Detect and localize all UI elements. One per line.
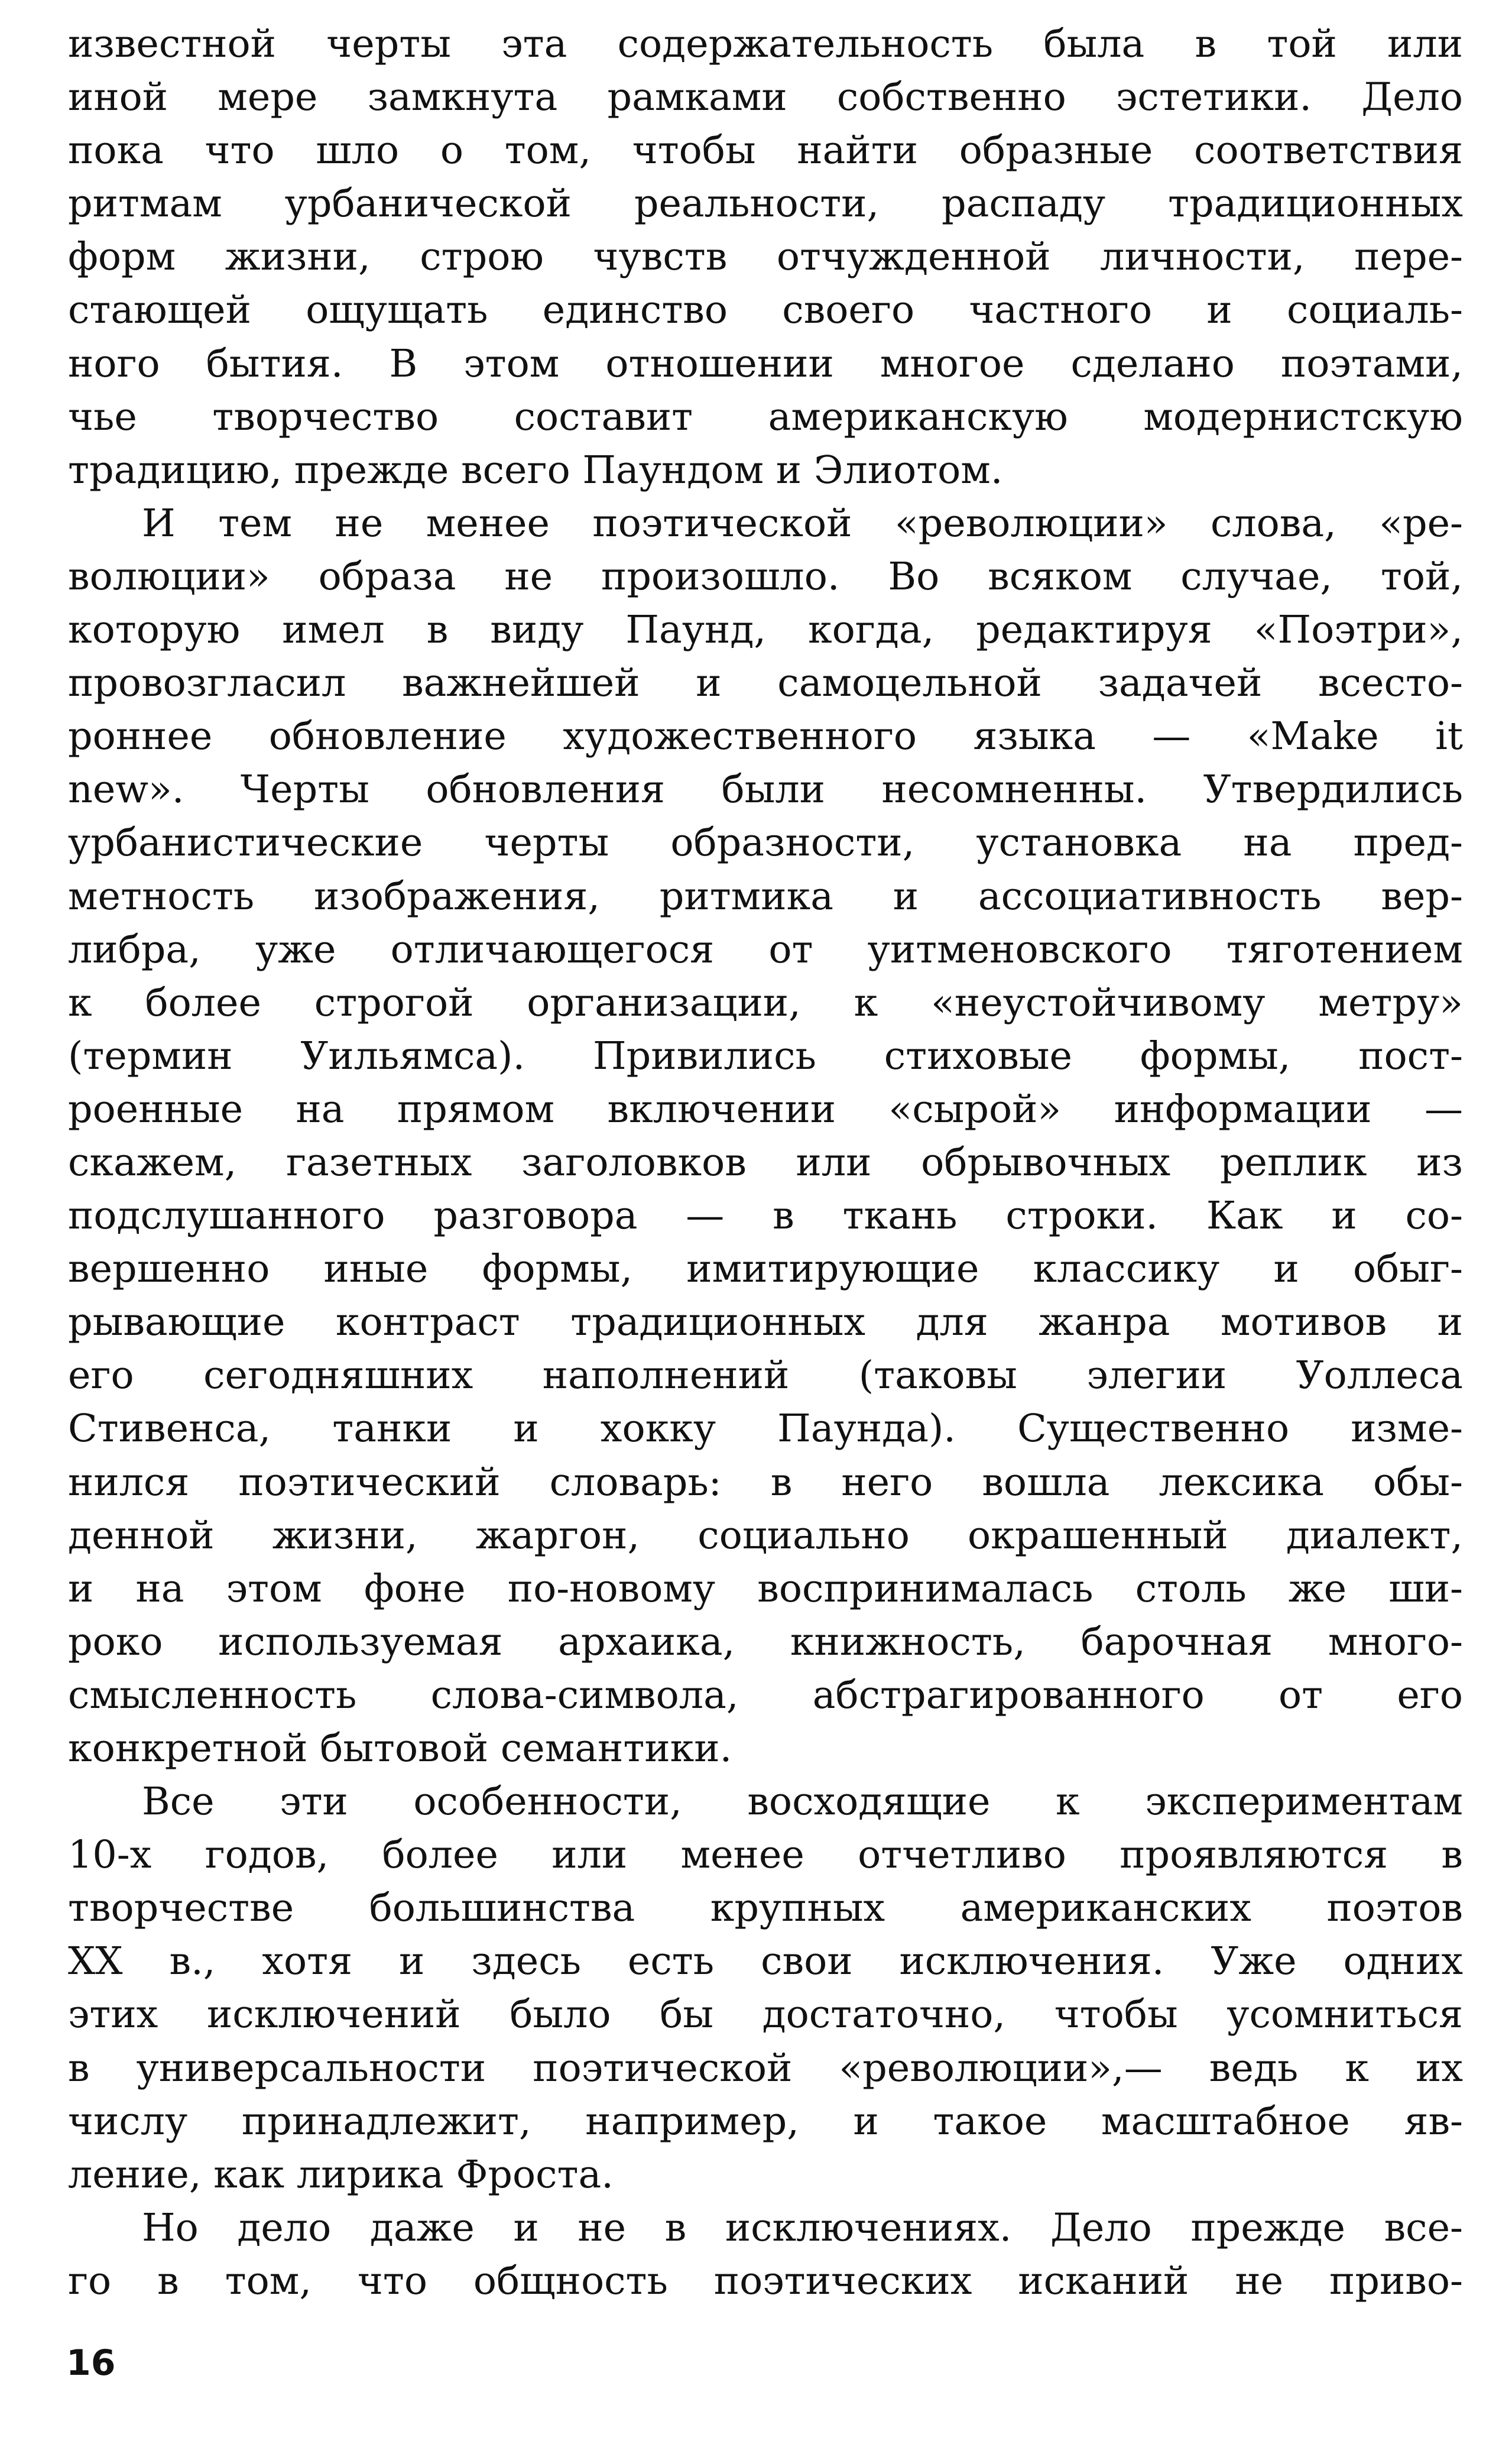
text-line: денной жизни, жаргон, социально окрашенный диалект, [68, 1513, 1463, 1558]
text-line: числу принадлежит, например, и такое масштабное яв- [68, 2099, 1463, 2144]
paragraph [68, 2202, 1463, 2308]
text-line: иной мере замкнута рамками собственно эстетики. Дело [68, 75, 1463, 120]
text-line: нился поэтический словарь: в него вошла лексика обы- [68, 1460, 1463, 1505]
text-line: Все эти особенности, восходящие к экспериментам [142, 1779, 1463, 1824]
text-line: ритмам урбанической реальности, распаду традиционных [68, 181, 1463, 226]
text-line: 10-х годов, более или менее отчетливо проявляются в [68, 1833, 1463, 1878]
paragraph [68, 1775, 1463, 2202]
text-line: метность изображения, ритмика и ассоциативность вер- [68, 874, 1463, 919]
text-line: смысленность слова-символа, абстрагированного от его [68, 1672, 1463, 1717]
paragraph [68, 497, 1463, 1775]
text-line: и на этом фоне по-новому воспринималась столь же ши- [68, 1566, 1463, 1611]
text-line: конкретной бытовой семантики. [68, 1726, 732, 1771]
text-line: подслушанного разговора — в ткань строки. Как и со- [68, 1194, 1463, 1239]
text-line: рывающие контраст традиционных для жанра мотивов и [68, 1300, 1463, 1345]
text-line: либра, уже отличающегося от уитменовского тяготением [68, 927, 1463, 972]
text-line: которую имел в виду Паунд, когда, редактируя «Поэтри», [68, 608, 1463, 653]
text-line: урбанистические черты образности, установка на пред- [68, 821, 1463, 866]
text-line: к более строгой организации, к «неустойчивому метру» [68, 980, 1463, 1025]
text-line: new». Черты обновления были несомненны. Утвердились [68, 767, 1463, 812]
text-line: И тем не менее поэтической «революции» слова, «ре- [142, 501, 1463, 546]
text-line: известной черты эта содержательность была в той или [68, 22, 1463, 66]
text-line: ного бытия. В этом отношении многое сделано поэтами, [68, 341, 1463, 386]
text-line: чье творчество составит американскую модернистскую [68, 394, 1463, 439]
text-line: (термин Уильямса). Привились стиховые формы, пост- [68, 1033, 1463, 1078]
text-line: XX в., хотя и здесь есть свои исключения. Уже одних [68, 1939, 1463, 1984]
text-line: провозгласил важнейшей и самоцельной задачей всесто- [68, 661, 1463, 706]
text-line: в универсальности поэтической «революции»,— ведь к их [68, 2046, 1463, 2090]
text-line: вершенно иные формы, имитирующие классику и обыг- [68, 1247, 1463, 1292]
text-line: роннее обновление художественного языка — «Make it [68, 714, 1463, 759]
text-line: творчестве большинства крупных американских поэтов [68, 1886, 1463, 1931]
text-line: пока что шло о том, чтобы найти образные соответствия [68, 128, 1463, 173]
paragraph [68, 18, 1463, 497]
text-line: волюции» образа не произошло. Во всяком случае, той, [68, 554, 1463, 599]
text-line: стающей ощущать единство своего частного и социаль- [68, 288, 1463, 333]
text-line: традицию, прежде всего Паундом и Элиотом. [68, 448, 1003, 492]
text-line: ление, как лирика Фроста. [68, 2152, 614, 2197]
text-line: Но дело даже и не в исключениях. Дело прежде все- [142, 2205, 1463, 2250]
text-line: Стивенса, танки и хокку Паунда). Существенно изме- [68, 1406, 1463, 1451]
text-line: роенные на прямом включении «сырой» информации — [68, 1087, 1463, 1132]
text-line: го в том, что общность поэтических исканий не приво- [68, 2258, 1463, 2303]
page-text-block [68, 18, 1463, 2308]
text-line: его сегодняшних наполнений (таковы элегии Уоллеса [68, 1353, 1463, 1398]
text-line: скажем, газетных заголовков или обрывочных реплик из [68, 1140, 1463, 1185]
text-line: роко используемая архаика, книжность, барочная много- [68, 1619, 1463, 1664]
text-line: этих исключений было бы достаточно, чтобы усомниться [68, 1992, 1463, 2037]
text-line: форм жизни, строю чувств отчужденной личности, пере- [68, 235, 1463, 280]
page-number: 16 [66, 2342, 116, 2384]
